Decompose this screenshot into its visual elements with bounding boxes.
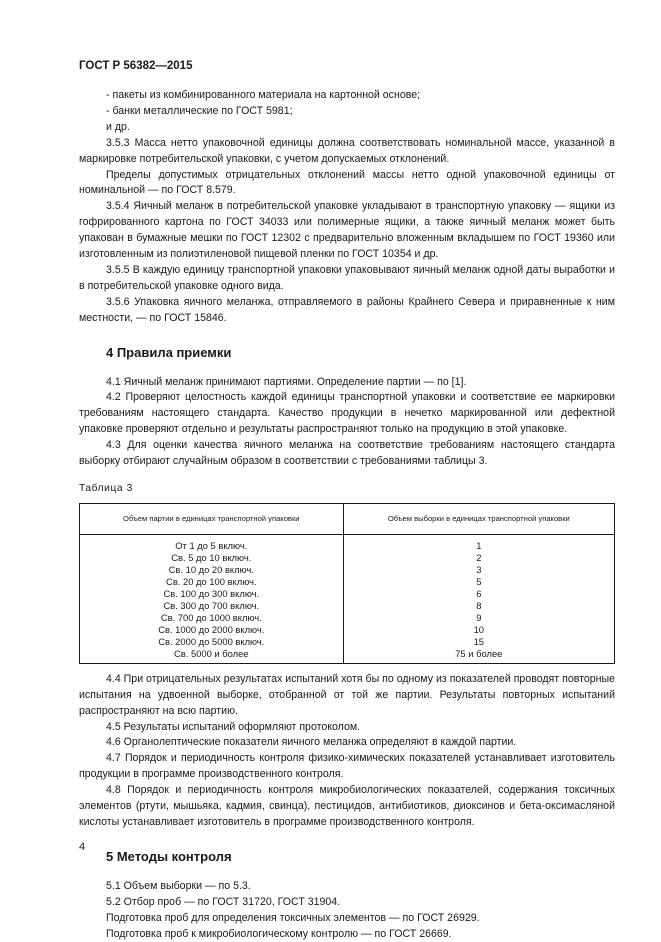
page-number: 4 <box>79 841 86 853</box>
table-row <box>80 588 615 600</box>
table-cell: 3 <box>343 564 614 576</box>
paragraph: 4.5 Результаты испытаний оформляют протоколом. <box>106 720 361 733</box>
table-row <box>80 552 615 564</box>
table-cell: Св. 700 до 1000 включ. <box>80 612 344 624</box>
table-row <box>80 564 615 576</box>
table-cell: Св. 20 до 100 включ. <box>80 576 344 588</box>
paragraph: 3.5.5 В каждую единицу транспортной упаковки упаковывают яичный меланж одной даты выработки и в потребительской упаковке одного вида. <box>79 263 615 292</box>
paragraph: 4.6 Органолептические показатели яичного меланжа определяют в каждой партии. <box>106 736 517 749</box>
table-cell: 5 <box>343 576 614 588</box>
paragraph: Пределы допустимых отрицательных отклонений массы нетто одной упаковочной единицы от номинальной — по ГОСТ 8.579. <box>79 168 615 197</box>
table-row <box>80 636 615 648</box>
paragraph: 5.1 Объем выборки — по 5.3. <box>106 879 251 892</box>
paragraph: 3.5.6 Упаковка яичного меланжа, отправляемого в районы Крайнего Севера и приравненные к ним местности, — по ГОСТ 15846. <box>79 295 615 324</box>
table-row <box>80 648 615 664</box>
table-cell: Св. 100 до 300 включ. <box>80 588 344 600</box>
table-cell: 2 <box>343 552 614 564</box>
section-heading: 5 Методы контроля <box>106 848 232 864</box>
paragraph: 4.2 Проверяют целостность каждой единицы транспортной упаковки и соответствие ее маркировки требованиям настоящего стандарта. Качество продукции в нечетко маркированной или дефектной упаковке проверяют отдельно и результаты распространяют только на продукцию в этой упаковке. <box>79 391 615 436</box>
paragraph: 4.7 Порядок и периодичность контроля физико-химических показателей устанавливает изготовитель продукции в программе производственного контроля. <box>79 752 615 781</box>
table-cell: Св. 5 до 10 включ. <box>80 552 344 564</box>
table-cell: 9 <box>343 612 614 624</box>
document-header: ГОСТ Р 56382—2015 <box>79 60 193 72</box>
table-cell: 15 <box>343 636 614 648</box>
table-cell: 6 <box>343 588 614 600</box>
paragraph: 4.1 Яичный меланж принимают партиями. Определение партии — по [1]. <box>106 375 467 388</box>
table-header-cell: Объем партии в единицах транспортной упаковки <box>80 503 344 534</box>
table-caption: Таблица 3 <box>79 482 133 494</box>
table-cell: 10 <box>343 624 614 636</box>
paragraph: 3.5.4 Яичный меланж в потребительской упаковке укладывают в транспортную упаковку — ящики из гофрированного картона по ГОСТ 34033 или полимерные ящики, а также яичный меланж может быть упакован в бумажные мешки по ГОСТ 12302 с предварительно вложенным вкладышем по ГОСТ 19360 или изготовленным из полиэтиленовой пищевой пленки по ГОСТ 10354 и др. <box>79 200 615 261</box>
paragraph: 5.2 Отбор проб — по ГОСТ 31720, ГОСТ 31904. <box>106 895 341 908</box>
paragraph: - пакеты из комбинированного материала на картонной основе; <box>106 89 421 101</box>
table-row <box>80 576 615 588</box>
paragraph: 4.4 При отрицательных результатах испытаний хотя бы по одному из показателей проводят повторные испытания на удвоенной выборке, отобранной от той же партии. Результаты повторных испытаний распространяют на всю партию. <box>79 672 615 717</box>
table-header-cell: Объем выборки в единицах транспортной упаковки <box>343 503 614 534</box>
paragraph: и др. <box>106 120 130 133</box>
section-heading: 4 Правила приемки <box>106 344 232 360</box>
page-content <box>79 88 615 942</box>
table-cell: 8 <box>343 600 614 612</box>
sampling-table <box>79 503 615 664</box>
table-row <box>80 612 615 624</box>
paragraph: - банки металлические по ГОСТ 5981; <box>106 104 293 117</box>
table-cell: 75 и более <box>343 648 614 664</box>
paragraph: 4.3 Для оценки качества яичного меланжа на соответствие требованиям настоящего стандарта выборку отбирают случайным образом в соответствии с требованиями таблицы 3. <box>79 439 615 468</box>
table-row <box>80 534 615 552</box>
paragraph: 3.5.3 Масса нетто упаковочной единицы должна соответствовать номинальной массе, указанной в маркировке потребительской упаковки, с учетом допускаемых отклонений. <box>79 136 615 165</box>
table-cell: Св. 2000 до 5000 включ. <box>80 636 344 648</box>
paragraph: 4.8 Порядок и периодичность контроля микробиологических показателей, содержания токсичных элементов (ртути, мышьяка, кадмия, свинца), пестицидов, антибиотиков, диоксинов и бета-оксимасляной кислоты устанавливает изготовитель в программе производственного контроля. <box>79 784 615 828</box>
table-header-row <box>80 503 615 534</box>
table-cell: Св. 1000 до 2000 включ. <box>80 624 344 636</box>
table-row <box>80 624 615 636</box>
table-cell: Св. 5000 и более <box>80 648 344 664</box>
table-cell: Св. 300 до 700 включ. <box>80 600 344 612</box>
table-cell: 1 <box>343 534 614 552</box>
paragraph: Подготовка проб для определения токсичных элементов — по ГОСТ 26929. <box>106 911 480 924</box>
table-row <box>80 600 615 612</box>
table-cell: Св. 10 до 20 включ. <box>80 564 344 576</box>
paragraph: Подготовка проб к микробиологическому контролю — по ГОСТ 26669. <box>106 927 452 940</box>
table-cell: От 1 до 5 включ. <box>80 534 344 552</box>
